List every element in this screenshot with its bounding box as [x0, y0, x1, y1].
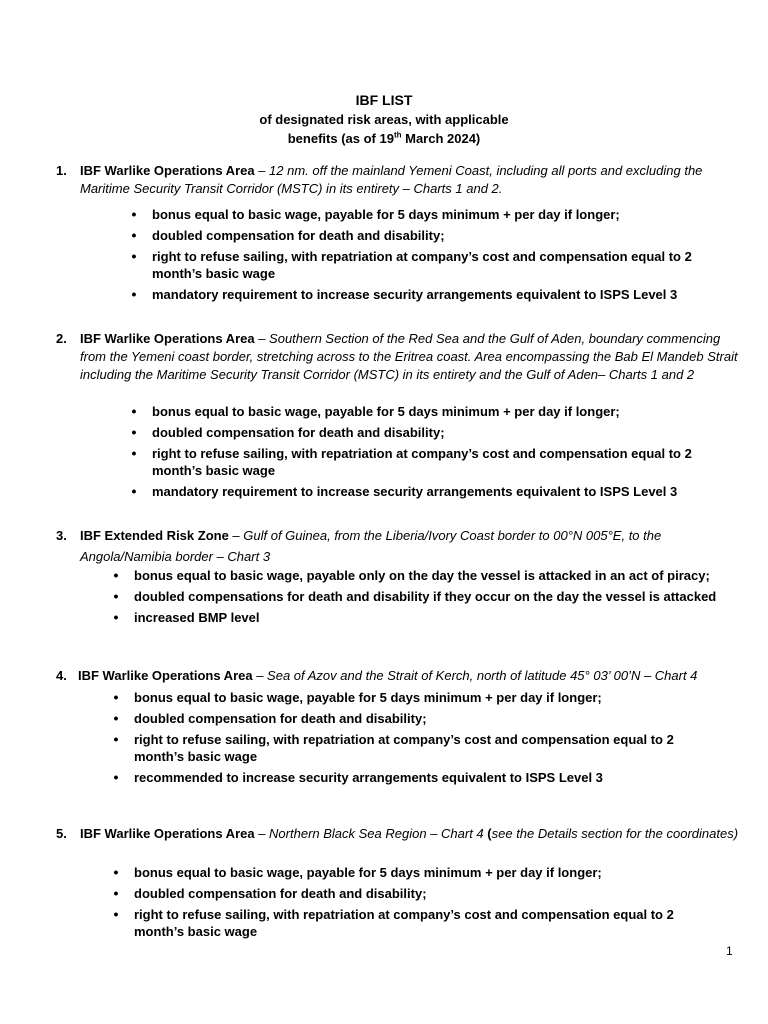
bullet-item: • bonus equal to basic wage, payable for 5 days minimum + per day if longer; — [128, 206, 728, 223]
bullet-item: • bonus equal to basic wage, payable only on the day the vessel is attacked in an act of piracy; — [110, 567, 750, 584]
bullet-icon: • — [131, 424, 137, 440]
item-number: 1. — [56, 163, 67, 178]
bullet-item: • doubled compensation for death and disability; — [110, 885, 710, 902]
bullet-icon: • — [113, 731, 119, 747]
bullet-icon: • — [131, 445, 137, 461]
item-heading: IBF Warlike Operations Area – Northern Black Sea Region – Chart 4 (see the Details section for the coordinates) — [80, 826, 739, 841]
bullet-icon: • — [113, 588, 119, 604]
item-3-bullets — [110, 567, 750, 630]
item-number: 5. — [56, 826, 67, 841]
bullet-item: • bonus equal to basic wage, payable for 5 days minimum + per day if longer; — [110, 689, 710, 706]
bullet-icon: • — [113, 609, 119, 625]
bullet-item: • bonus equal to basic wage, payable for 5 days minimum + per day if longer; — [128, 403, 728, 420]
item-number: 4. — [56, 668, 67, 683]
item-2-bullets — [128, 403, 728, 504]
bullet-item: • right to refuse sailing, with repatriation at company’s cost and compensation equal to 2 month’s basic wage — [128, 445, 728, 479]
document-subtitle-line-1: of designated risk areas, with applicable — [259, 112, 509, 127]
bullet-icon: • — [131, 286, 137, 302]
item-label: IBF Warlike Operations Area — [80, 163, 255, 178]
bullet-item: • recommended to increase security arrangements equivalent to ISPS Level 3 — [110, 769, 710, 786]
bullet-icon: • — [113, 864, 119, 880]
bullet-icon: • — [113, 567, 119, 583]
bullet-item: • right to refuse sailing, with repatriation at company’s cost and compensation equal to 2 month’s basic wage — [110, 731, 710, 765]
bullet-icon: • — [131, 206, 137, 222]
item-4-bullets — [110, 689, 710, 790]
bullet-icon: • — [131, 483, 137, 499]
bullet-icon: • — [113, 710, 119, 726]
item-description: – Southern Section of the Red Sea and the Gulf of Aden, boundary commencing from the Yemeni coast border, stretching across to the Eritrea coast. Area encompassing the Bab El Mandeb Strait including the Maritime Security Transit Corridor (MSTC) in its entirety and the Gulf of Aden– Charts 1 and 2 — [80, 331, 738, 382]
item-description: – Sea of Azov and the Strait of Kerch, north of latitude 45° 03’ 00’N – Chart 4 — [252, 668, 698, 683]
item-heading — [78, 667, 738, 685]
item-label: IBF Warlike Operations Area — [80, 826, 255, 841]
bullet-item: • doubled compensation for death and disability; — [128, 227, 728, 244]
item-heading — [80, 162, 740, 198]
item-description: – Northern Black Sea Region – Chart 4 — [254, 826, 488, 841]
bullet-icon: • — [113, 689, 119, 705]
bullet-item: • right to refuse sailing, with repatriation at company’s cost and compensation equal to 2 month’s basic wage — [128, 248, 728, 282]
bullet-item: • right to refuse sailing, with repatriation at company’s cost and compensation equal to 2 month’s basic wage — [110, 906, 710, 940]
bullet-icon: • — [131, 227, 137, 243]
item-description: – 12 nm. off the mainland Yemeni Coast, including all ports and excluding the Maritime Security Transit Corridor (MSTC) in its entirety – Charts 1 and 2. — [80, 163, 703, 196]
item-label: IBF Warlike Operations Area — [78, 668, 253, 683]
page-number: 1 — [726, 944, 733, 958]
bullet-icon: • — [113, 769, 119, 785]
document-title: IBF LIST — [355, 92, 413, 108]
item-1-bullets — [128, 206, 728, 307]
item-label: IBF Extended Risk Zone — [80, 528, 229, 543]
item-number: 3. — [56, 528, 67, 543]
item-label: IBF Warlike Operations Area — [80, 331, 255, 346]
item-description: – Gulf of Guinea, from the Liberia/Ivory Coast border to 00°N 005°E, to the Angola/Namibia border – Chart 3 — [80, 528, 662, 564]
item-number: 2. — [56, 331, 67, 346]
bullet-icon: • — [131, 403, 137, 419]
item-5-bullets — [110, 864, 710, 944]
bullet-icon: • — [131, 248, 137, 264]
bullet-item: • bonus equal to basic wage, payable for 5 days minimum + per day if longer; — [110, 864, 710, 881]
item-heading — [80, 525, 740, 567]
bullet-icon: • — [113, 885, 119, 901]
bullet-item: • doubled compensations for death and disability if they occur on the day the vessel is attacked — [110, 588, 750, 605]
item-heading — [80, 330, 740, 384]
bullet-item: • doubled compensation for death and disability; — [128, 424, 728, 441]
bullet-item: • mandatory requirement to increase security arrangements equivalent to ISPS Level 3 — [128, 483, 728, 500]
bullet-item: • mandatory requirement to increase security arrangements equivalent to ISPS Level 3 — [128, 286, 728, 303]
bullet-icon: • — [113, 906, 119, 922]
bullet-item: • doubled compensation for death and disability; — [110, 710, 710, 727]
bullet-item: • increased BMP level — [110, 609, 750, 626]
document-subtitle-line-2: benefits (as of 19th March 2024) — [287, 130, 481, 146]
